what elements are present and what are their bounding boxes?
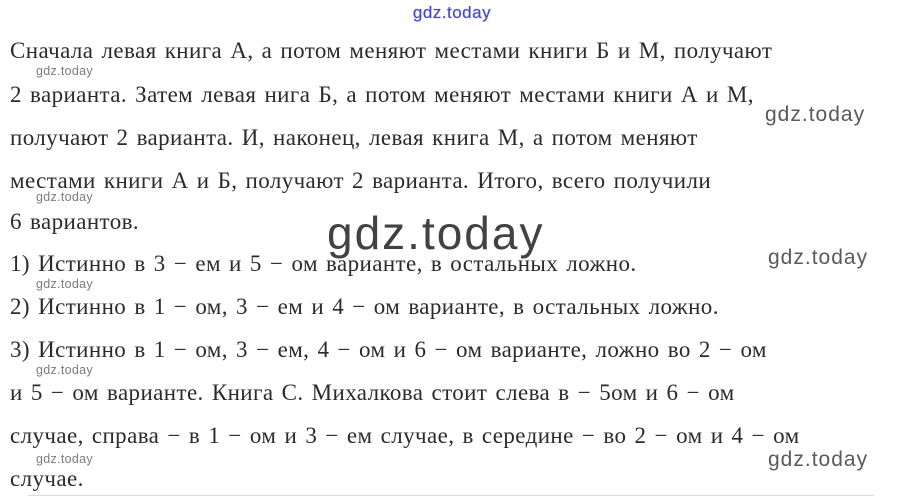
text-line-9: и 5 − ом варианте. Книга С. Михалкова стоит слева в − 5ом и 6 − ом bbox=[10, 380, 735, 405]
watermark-small-1: gdz.today bbox=[36, 64, 93, 78]
watermark-top: gdz.today bbox=[412, 3, 492, 22]
text-line-3: получают 2 варианта. И, наконец, левая книга М, а потом меняют bbox=[10, 125, 698, 150]
watermark-right-1: gdz.today bbox=[765, 103, 866, 126]
text-line-6: 1) Истинно в 3 − ем и 5 − ом варианте, в остальных ложно. bbox=[10, 251, 637, 276]
text-line-11: случае. bbox=[10, 466, 84, 491]
watermark-small-2: gdz.today bbox=[36, 190, 93, 204]
text-line-8: 3) Истинно в 1 − ом, 3 − ем, 4 − ом и 6 − ом варианте, ложно во 2 − ом bbox=[10, 337, 767, 362]
text-line-10: случае, справа − в 1 − ом и 3 − ем случае, в середине − во 2 − ом и 4 − ом bbox=[10, 423, 800, 448]
watermark-small-5: gdz.today bbox=[36, 452, 93, 466]
text-line-2: 2 варианта. Затем левая нига Б, а потом меняют местами книги А и М, bbox=[10, 82, 754, 107]
text-line-7: 2) Истинно в 1 − ом, 3 − ем и 4 − ом варианте, в остальных ложно. bbox=[10, 294, 719, 319]
text-line-1: Сначала левая книга А, а потом меняют местами книги Б и М, получают bbox=[10, 38, 773, 63]
watermark-small-3: gdz.today bbox=[36, 277, 93, 291]
watermark-center: gdz.today bbox=[327, 207, 545, 259]
watermark-small-4: gdz.today bbox=[36, 363, 93, 377]
text-line-4: местами книги А и Б, получают 2 варианта. Итого, всего получили bbox=[10, 168, 712, 193]
watermark-right-2: gdz.today bbox=[768, 246, 869, 269]
watermark-right-3: gdz.today bbox=[768, 448, 869, 471]
text-line-5: 6 вариантов. bbox=[10, 209, 139, 234]
bottom-divider bbox=[28, 495, 874, 496]
